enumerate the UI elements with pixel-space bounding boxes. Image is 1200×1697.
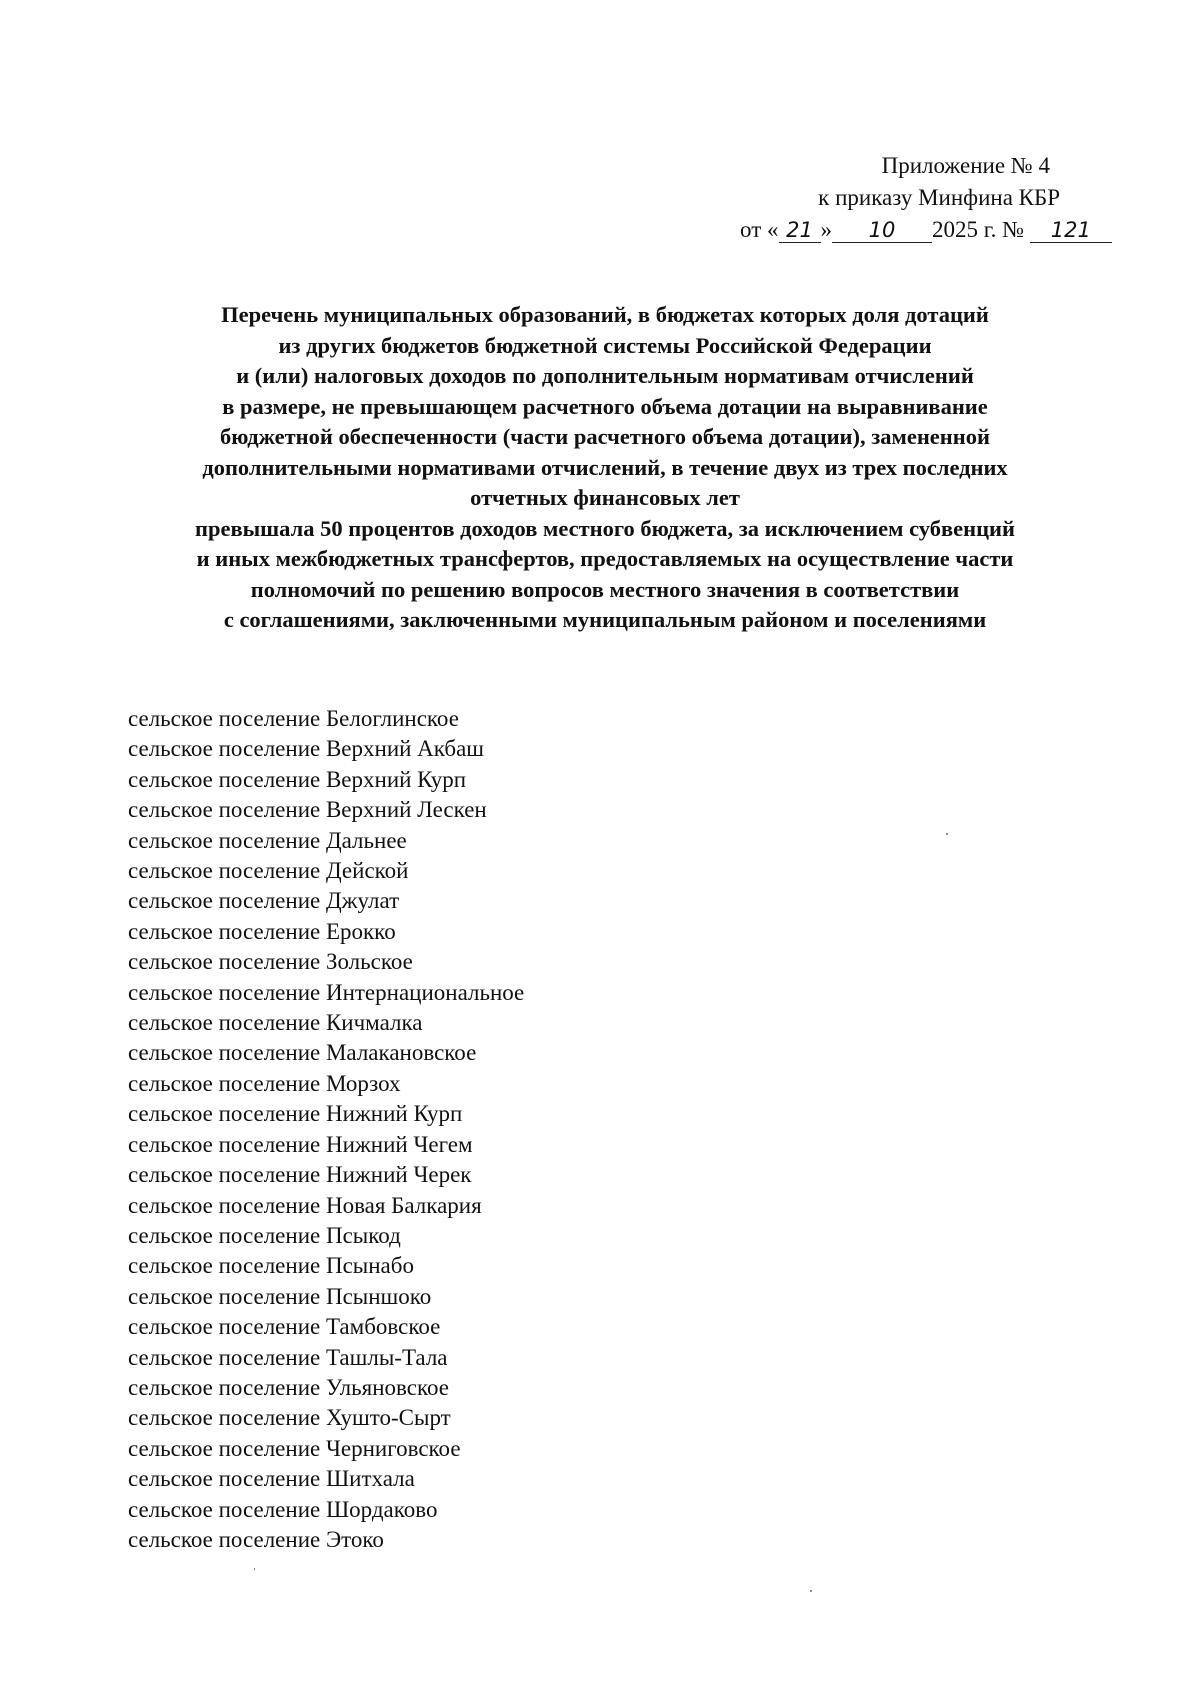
list-item: сельское поселение Малакановское (128, 1040, 477, 1066)
list-item: сельское поселение Нижний Черек (128, 1162, 472, 1188)
scan-speck (810, 1590, 812, 1592)
date-year: 2025 г. № (932, 217, 1025, 242)
title-line: отчетных финансовых лет (470, 485, 740, 510)
title-line: в размере, не превышающем расчетного объема дотации на выравнивание (222, 393, 988, 419)
list-item: сельское поселение Кичмалка (128, 1010, 423, 1036)
title-line: дополнительными нормативами отчислений, в течение двух из трех последних (202, 454, 1008, 480)
appendix-number: Приложение № 4 (881, 153, 1050, 178)
list-item: сельское поселение Верхний Лескен (128, 797, 487, 823)
list-item: сельское поселение Нижний Курп (128, 1101, 463, 1127)
list-item: сельское поселение Ташлы-Тала (128, 1344, 448, 1370)
document-title (140, 300, 1070, 636)
settlement-list (128, 704, 524, 1555)
list-item: сельское поселение Зольское (128, 949, 413, 975)
title-line: с соглашениями, заключенными муниципальным районом и поселениями (223, 607, 987, 632)
list-item: сельское поселение Ульяновское (128, 1374, 449, 1400)
title-line: бюджетной обеспеченности (части расчетного объема дотации), замененной (220, 424, 990, 449)
list-item: сельское поселение Морзох (128, 1070, 401, 1096)
list-item: сельское поселение Псыншоко (128, 1283, 432, 1309)
date-mid: » (820, 217, 832, 242)
appendix-header (740, 150, 1160, 246)
list-item: сельское поселение Интернациональное (128, 979, 525, 1005)
title-line: превышала 50 процентов доходов местного бюджета, за исключением субвенций (195, 515, 1015, 541)
list-item: сельское поселение Новая Балкария (128, 1192, 482, 1218)
list-item: сельское поселение Ерокко (128, 918, 396, 944)
handwritten-order-number: 121 (1030, 218, 1112, 243)
title-line: и иных межбюджетных трансфертов, предоставляемых на осуществление части (196, 546, 1014, 571)
title-line: и (или) налоговых доходов по дополнительным нормативам отчислений (236, 363, 974, 388)
handwritten-day: 21 (779, 218, 821, 243)
list-item: сельское поселение Верхний Курп (128, 766, 467, 792)
title-line: Перечень муниципальных образований, в бюджетах которых доля дотаций (221, 302, 989, 327)
list-item: сельское поселение Псыкод (128, 1222, 401, 1248)
list-item: сельское поселение Псынабо (128, 1253, 414, 1279)
title-line: из других бюджетов бюджетной системы Российской Федерации (278, 332, 932, 358)
list-item: сельское поселение Дальнее (128, 827, 407, 853)
list-item: сельское поселение Дейской (128, 858, 409, 884)
list-item: сельское поселение Верхний Акбаш (128, 736, 485, 762)
list-item: сельское поселение Тамбовское (128, 1314, 441, 1340)
date-prefix: от « (740, 217, 779, 242)
scan-speck (254, 1568, 255, 1570)
handwritten-month: 10 (832, 218, 932, 243)
list-item: сельское поселение Хушто-Сырт (128, 1405, 451, 1431)
list-item: сельское поселение Джулат (128, 888, 400, 914)
list-item: сельское поселение Черниговское (128, 1435, 461, 1461)
order-reference: к приказу Минфина КБР (818, 185, 1060, 210)
title-line: полномочий по решению вопросов местного значения в соответствии (250, 576, 960, 602)
list-item: сельское поселение Шордаково (128, 1496, 438, 1522)
list-item: сельское поселение Белоглинское (128, 706, 459, 731)
list-item: сельское поселение Этоко (128, 1526, 384, 1552)
order-date-line (740, 214, 1160, 246)
list-item: сельское поселение Нижний Чегем (128, 1131, 473, 1157)
scan-speck (946, 833, 948, 835)
list-item: сельское поселение Шитхала (128, 1466, 415, 1492)
